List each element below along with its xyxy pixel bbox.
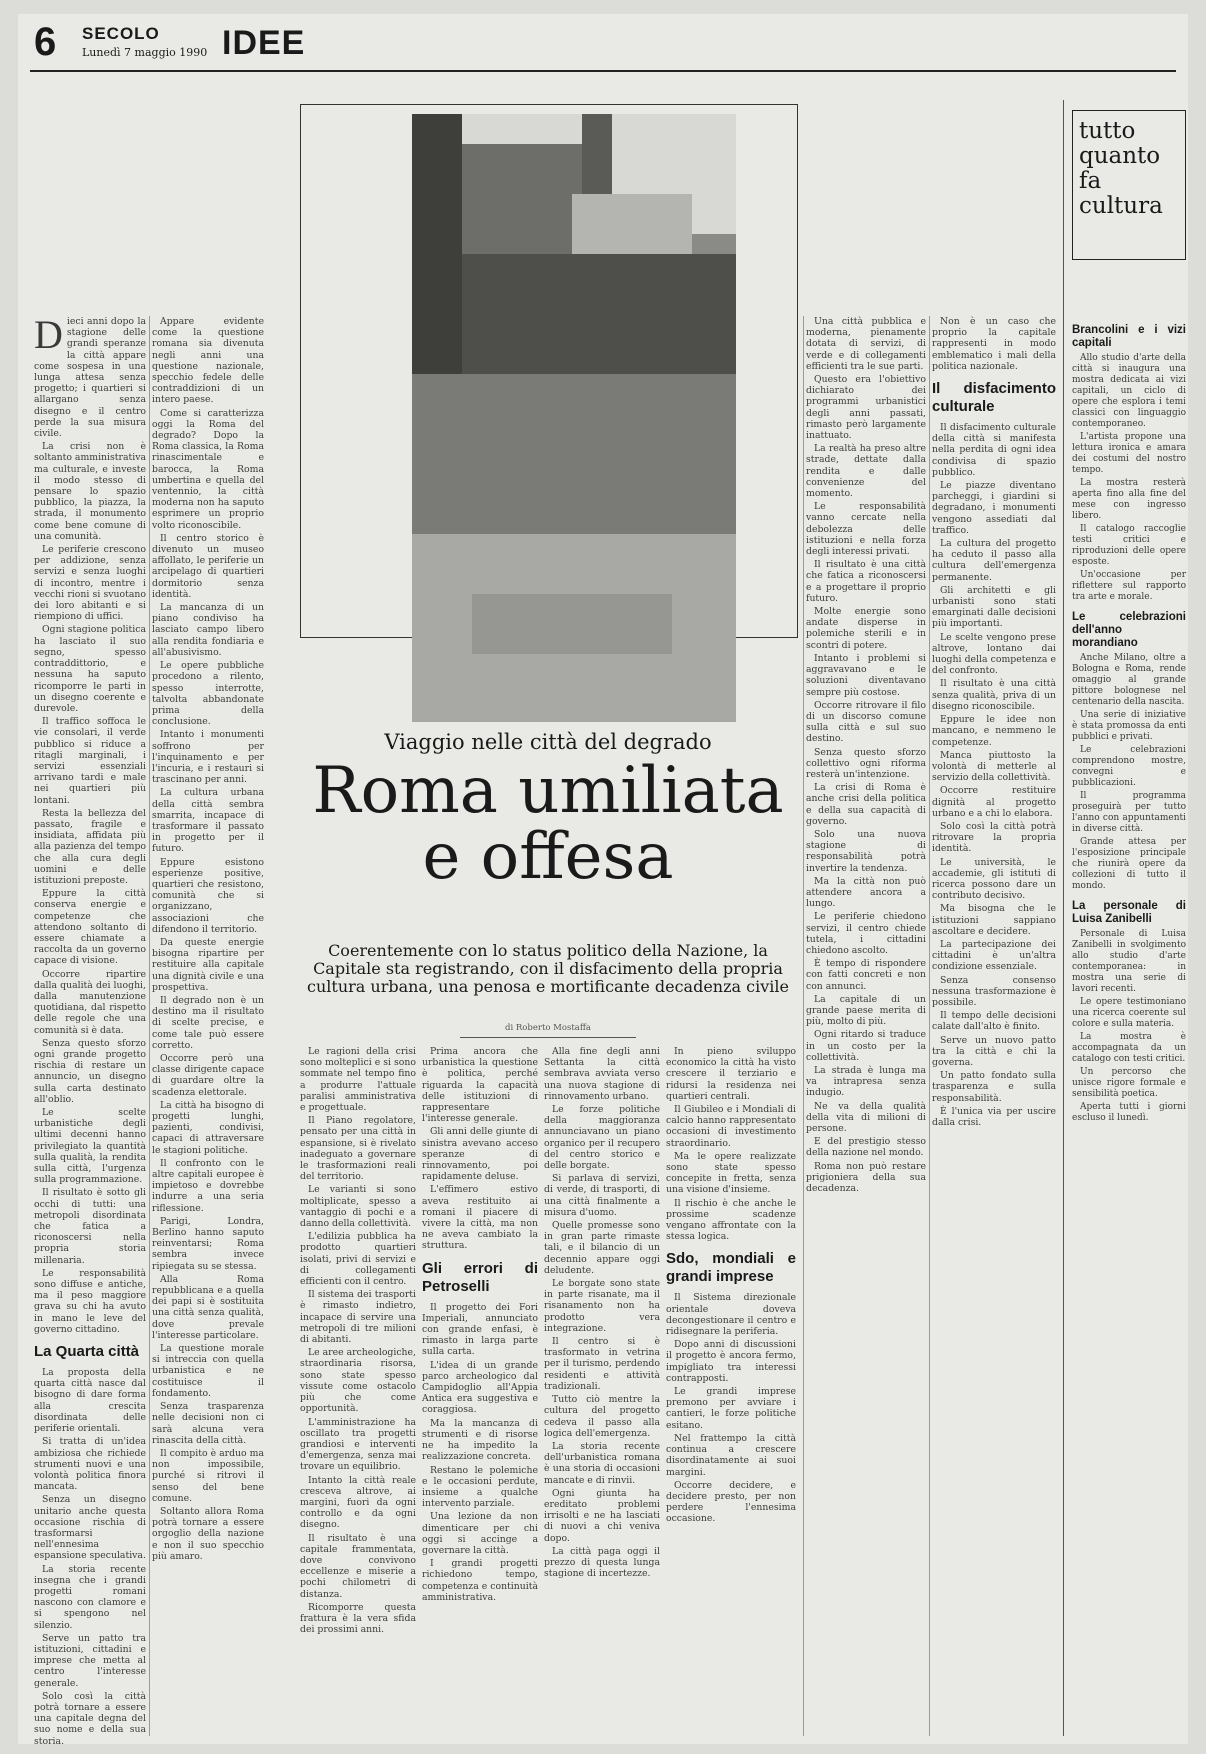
article-kicker: Viaggio nelle città del degrado bbox=[384, 730, 712, 754]
sidebar-column: Brancolini e i vizi capitali Allo studio d'arte della città si inaugura una mostra dedicata ai vizi capitali, un ciclo di opere che esplora i temi classici con linguaggio contemporaneo. L'artista propone una lettura ironica e amara dei costumi del nostro tempo. La mostra resterà aperta fino alla fine del mese con ingresso libero. Il catalogo raccoglie testi critici e riproduzioni delle opere esposte. Un'occasione per riflettere sul rapporto tra arte e morale. Le celebrazioni dell'anno morandiano Anche Milano, oltre a Bologna e Roma, rende omaggio al grande pittore bolognese nel centenario della nascita. Una serie di iniziative è stata promossa da enti pubblici e privati. Le celebrazioni comprendono mostre, convegni e pubblicazioni. Il programma proseguirà per tutto l'anno con appuntamenti in diverse città. Grande attesa per l'esposizione principale che riunirà opere da collezioni di tutto il mondo. La personale di Luisa Zanibelli Personale di Luisa Zanibelli in svolgimento allo studio d'arte contemporanea: in mostra una serie di lavori recenti. Le opere testimoniano una ricerca coerente sul colore e sulla materia. La mostra è accompagnata da un catalogo con testi critici. Un percorso che unisce rigore formale e sensibilità poetica. Aperta tutti i giorni escluso il lunedì. bbox=[1072, 324, 1186, 1123]
section-title: IDEE bbox=[222, 24, 306, 62]
sidebar-item-zanibelli: La personale di Luisa Zanibelli bbox=[1072, 900, 1186, 925]
newspaper-brand: SECOLO bbox=[82, 24, 160, 43]
article-column-7: Una città pubblica e moderna, pienamente dotata di servizi, di verde e di collegamenti efficienti tra le sue parti. Questo era l'obiettivo dichiarato dei programmi urbanistici degli anni passati, rimasto però largamente inattuato. La realtà ha preso altre strade, dettate dalla rendita e dalle convenienze del momento. Le responsabilità vanno cercate nella debolezza delle istituzioni e nella forza degli interessi privati. Il risultato è una città che fatica a riconoscersi e a progettare il proprio futuro. Molte energie sono andate disperse in polemiche sterili e in scontri di potere. Intanto i problemi si aggravavano e le soluzioni diventavano sempre più costose. Occorre ritrovare il filo di un discorso comune sulla città e sul suo destino. Senza questo sforzo collettivo ogni riforma resterà un'intenzione. La crisi di Roma è anche crisi della politica e della sua capacità di governo. Solo una nuova stagione di responsabilità potrà invertire la tendenza. Ma la città non può attendere ancora a lungo. Le periferie chiedono servizi, il centro chiede tutela, i cittadini chiedono ascolto. È tempo di rispondere con fatti concreti e non con annunci. La capitale di un grande paese merita di più, molto di più. Ogni ritardo si traduce in un costo per la collettività. La strada è lunga ma va intrapresa senza indugio. Ne va della qualità della vita di milioni di persone. E del prestigio stesso della nazione nel mondo. Roma non può restare prigioniera della sua decadenza. bbox=[806, 316, 926, 1195]
article-column-6: In pieno sviluppo economico la città ha visto crescere il terziario e ridursi la residenza nei quartieri centrali. Il Giubileo e i Mondiali di calcio hanno rappresentato occasioni di investimento straordinario. Ma le opere realizzate sono state spesso concepite in fretta, senza una visione d'insieme. Il rischio è che anche le prossime scadenze vengano affrontate con la stessa logica. Sdo, mondiali e grandi imprese Il Sistema direzionale orientale doveva decongestionare il centro e ridisegnare la periferia. Dopo anni di discussioni il progetto è ancora fermo, impigliato tra interessi contrapposti. Le grandi imprese premono per avviare i cantieri, le forze politiche esitano. Nel frattempo la città continua a crescere disordinatamente ai suoi margini. Occorre decidere, e decidere presto, per non perdere l'ennesima occasione. bbox=[666, 1046, 796, 1525]
subhead-disfacimento: Il disfacimento culturale bbox=[932, 380, 1056, 416]
subhead-sdo: Sdo, mondiali e grandi imprese bbox=[666, 1250, 796, 1286]
page-number: 6 bbox=[34, 20, 57, 64]
column-rule bbox=[803, 316, 804, 1736]
column-rule bbox=[929, 316, 930, 1736]
article-headline: Roma umiliata e offesa bbox=[312, 754, 784, 894]
subhead-errori: Gli errori di Petroselli bbox=[422, 1259, 538, 1295]
box-line-3: fa bbox=[1079, 168, 1102, 194]
article-column-4: Prima ancora che urbanistica la questione è politica, perché riguarda la capacità delle istituzioni di rappresentare l'interesse generale. Gli anni delle giunte di sinistra avevano acceso speranze di rinnovamento, poi rapidamente deluse. L'effimero estivo aveva restituito ai romani il piacere di vivere la città, ma non ne aveva cambiato la struttura. Gli errori di Petroselli Il progetto dei Fori Imperiali, annunciato con grande enfasi, è rimasto in larga parte sulla carta. L'idea di un grande parco archeologico dal Campidoglio all'Appia Antica era suggestiva e coraggiosa. Ma la mancanza di strumenti e di risorse ne ha impedito la realizzazione concreta. Restano le polemiche e le occasioni perdute, insieme a qualche intervento parziale. Una lezione da non dimenticare per chi oggi si accinge a governare la città. I grandi progetti richiedono tempo, competenza e continuità amministrativa. bbox=[422, 1046, 538, 1603]
box-line-2: quanto bbox=[1079, 143, 1161, 169]
article-column-2: Appare evidente come la questione romana sia divenuta negli anni una questione nazionale, specchio fedele delle contraddizioni di un intero paese. Come si caratterizza oggi la Roma del degrado? Dopo la Roma classica, la Roma rinascimentale e barocca, la Roma umbertina e quella del ventennio, la città moderna non ha saputo esprimere un proprio volto riconoscibile. Il centro storico è divenuto un museo affollato, le periferie un arcipelago di quartieri dormitorio senza identità. La mancanza di un piano condiviso ha lasciato campo libero alla rendita fondiaria e all'abusivismo. Le opere pubbliche procedono a rilento, spesso interrotte, talvolta abbandonate prima della conclusione. Intanto i monumenti soffrono per l'inquinamento e per l'incuria, e i restauri si trascinano per anni. La cultura urbana della città sembra smarrita, incapace di trasformare il passato in progetto per il futuro. Eppure esistono esperienze positive, quartieri che resistono, comunità che si organizzano, associazioni che difendono il territorio. Da queste energie bisogna ripartire per restituire alla capitale una dignità civile e una prospettiva. Il degrado non è un destino ma il risultato di scelte precise, e come tale può essere corretto. Occorre però una classe dirigente capace di guardare oltre la scadenza elettorale. La città ha bisogno di progetti lunghi, pazienti, condivisi, capaci di attraversare le stagioni politiche. Il confronto con le altre capitali europee è impietoso e dovrebbe indurre a una seria riflessione. Parigi, Londra, Berlino hanno saputo reinventarsi; Roma sembra invece ripiegata su se stessa. Alla Roma repubblicana e a quella dei papi si è sostituita una città senza qualità, dove prevale l'interesse particolare. La questione morale si intreccia con quella urbanistica e ne costituisce il fondamento. Senza trasparenza nelle decisioni non ci sarà alcuna vera rinascita della città. Il compito è arduo ma non impossibile, purché si ritrovi il senso del bene comune. Soltanto allora Roma potrà tornare a essere orgoglio della nazione e non il suo specchio più amaro. bbox=[152, 316, 264, 1562]
byline-rule bbox=[460, 1037, 636, 1038]
article-deck: Coerentemente con lo status politico della Nazione, la Capitale sta registrando, con il disfacimento della propria cultura urbana, una penosa e mortificante decadenza civile bbox=[307, 941, 789, 996]
article-byline: di Roberto Mostaffa bbox=[505, 1023, 591, 1033]
sidebar-title-box bbox=[1072, 110, 1186, 260]
sidebar-item-brancolini: Brancolini e i vizi capitali bbox=[1072, 324, 1186, 349]
subhead-quarta-citta: La Quarta città bbox=[34, 1343, 140, 1361]
article-column-3: Le ragioni della crisi sono molteplici e si sono sommate nel tempo fino a produrre l'attuale paralisi amministrativa e progettuale. Il Piano regolatore, pensato per una città in espansione, si è rivelato inadeguato a governare le trasformazioni reali del territorio. Le varianti si sono moltiplicate, spesso a vantaggio di pochi e a danno della collettività. L'edilizia pubblica ha prodotto quartieri isolati, privi di servizi e di collegamenti efficienti con il centro. Il sistema dei trasporti è rimasto indietro, incapace di servire una metropoli di tre milioni di abitanti. Le aree archeologiche, straordinaria risorsa, sono state spesso vissute come ostacolo più che come opportunità. L'amministrazione ha oscillato tra progetti grandiosi e interventi d'emergenza, senza mai trovare un equilibrio. Intanto la città reale cresceva altrove, ai margini, fuori da ogni controllo e da ogni disegno. Il risultato è una capitale frammentata, dove convivono eccellenze e miserie a pochi chilometri di distanza. Ricomporre questa frattura è la vera sfida dei prossimi anni. bbox=[300, 1046, 417, 1636]
article-column-8: Non è un caso che proprio la capitale rappresenti in modo emblematico i mali della politica nazionale. Il disfacimento culturale Il disfacimento culturale della città si manifesta nella perdita di ogni idea condivisa di spazio pubblico. Le piazze diventano parcheggi, i giardini si degradano, i monumenti vengono assediati dal traffico. La cultura del progetto ha ceduto il passo alla cultura dell'emergenza permanente. Gli architetti e gli urbanisti sono stati emarginati dalle decisioni più importanti. Le scelte vengono prese altrove, lontano dai luoghi della competenza e del confronto. Il risultato è una città senza qualità, priva di un disegno riconoscibile. Eppure le idee non mancano, e nemmeno le competenze. Manca piuttosto la volontà di metterle al servizio della collettività. Occorre restituire dignità al progetto urbano e a chi lo elabora. Solo così la città potrà ritrovare la propria identità. Le università, le accademie, gli istituti di ricerca possono dare un contributo decisivo. Ma bisogna che le istituzioni sappiano ascoltare e decidere. La partecipazione dei cittadini è un'altra condizione essenziale. Senza consenso nessuna trasformazione è possibile. Il tempo delle decisioni calate dall'alto è finito. Serve un nuovo patto tra la città e chi la governa. Un patto fondato sulla trasparenza e sulla responsabilità. È l'unica via per uscire dalla crisi. bbox=[932, 316, 1056, 1128]
article-column-5: Alla fine degli anni Settanta la città sembrava avviata verso una nuova stagione di rinnovamento urbano. Le forze politiche della maggioranza annunciavano un piano organico per il recupero del centro storico e delle borgate. Si parlava di servizi, di verde, di trasporti, di una città finalmente a misura d'uomo. Quelle promesse sono in gran parte rimaste tali, e il bilancio di un decennio appare oggi deludente. Le borgate sono state in parte risanate, ma il risanamento non ha prodotto vera integrazione. Il centro si è trasformato in vetrina per il turismo, perdendo residenti e attività tradizionali. Tutto ciò mentre la cultura del progetto cedeva il passo alla logica dell'emergenza. La storia recente dell'urbanistica romana è una storia di occasioni mancate e di rinvii. Ogni giunta ha ereditato problemi irrisolti e ne ha lasciati di nuovi a chi veniva dopo. La città paga oggi il prezzo di questa lunga stagione di incertezze. bbox=[544, 1046, 660, 1580]
box-line-4: cultura bbox=[1079, 193, 1163, 219]
sidebar-item-morandi: Le celebrazioni dell'anno morandiano bbox=[1072, 611, 1186, 649]
column-rule bbox=[149, 316, 150, 1736]
column-rule bbox=[1063, 100, 1064, 1736]
header-rule bbox=[30, 70, 1176, 72]
issue-date: Lunedì 7 maggio 1990 bbox=[82, 46, 208, 59]
photo-image bbox=[412, 114, 736, 722]
box-line-1: tutto bbox=[1079, 118, 1136, 144]
forum-photo-icon bbox=[412, 114, 736, 722]
article-column-1: Dieci anni dopo la stagione delle grandi speranze la città appare come sospesa in una lunga attesa senza progetto; i quartieri si allargano senza disegno e il centro perde la sua misura civile. La crisi non è soltanto amministrativa ma culturale, e investe il modo stesso di pensare lo spazio pubblico, la piazza, la strada, il monumento come bene comune di una comunità. Le periferie crescono per addizione, senza servizi e senza luoghi di incontro, mentre i vecchi rioni si svuotano dei loro abitanti e si riempiono di uffici. Ogni stagione politica ha lasciato il suo segno, spesso contraddittorio, e nessuna ha saputo ricomporre le parti in un disegno coerente e durevole. Il traffico soffoca le vie consolari, il verde pubblico si riduce a ritagli marginali, i servizi essenziali arrivano tardi e male nei quartieri più lontani. Resta la bellezza del passato, fragile e insidiata, affidata più alla pazienza del tempo che alla cura degli uomini e delle istituzioni preposte. Eppure la città conserva energie e competenze che attendono soltanto di essere chiamate a raccolta da un governo capace di visione. Occorre ripartire dalla qualità dei luoghi, dalla manutenzione quotidiana, dal rispetto delle regole che una comunità si è data. Senza questo sforzo ogni grande progetto rischia di restare un annuncio, un disegno sulla carta destinato all'oblio. Le scelte urbanistiche degli ultimi decenni hanno privilegiato la quantità sulla qualità, la rendita sulla città, l'urgenza sulla programmazione. Il risultato è sotto gli occhi di tutti: una metropoli disordinata che fatica a riconoscersi nella propria storia millenaria. Le responsabilità sono diffuse e antiche, ma il peso maggiore grava su chi ha avuto in mano le leve del governo cittadino. La Quarta città La proposta della quarta città nasce dal bisogno di dare forma alla crescita disordinata delle periferie orientali. Si tratta di un'idea ambiziosa che richiede strumenti nuovi e una volontà politica finora mancata. Senza un disegno unitario anche questa occasione rischia di trasformarsi nell'ennesima espansione speculativa. La storia recente insegna che i grandi progetti romani nascono con clamore e si spengono nel silenzio. Serve un patto tra istituzioni, cittadini e imprese che metta al centro l'interesse generale. Solo così la città potrà tornare a essere una capitale degna del suo nome e della sua storia. bbox=[34, 312, 147, 1747]
